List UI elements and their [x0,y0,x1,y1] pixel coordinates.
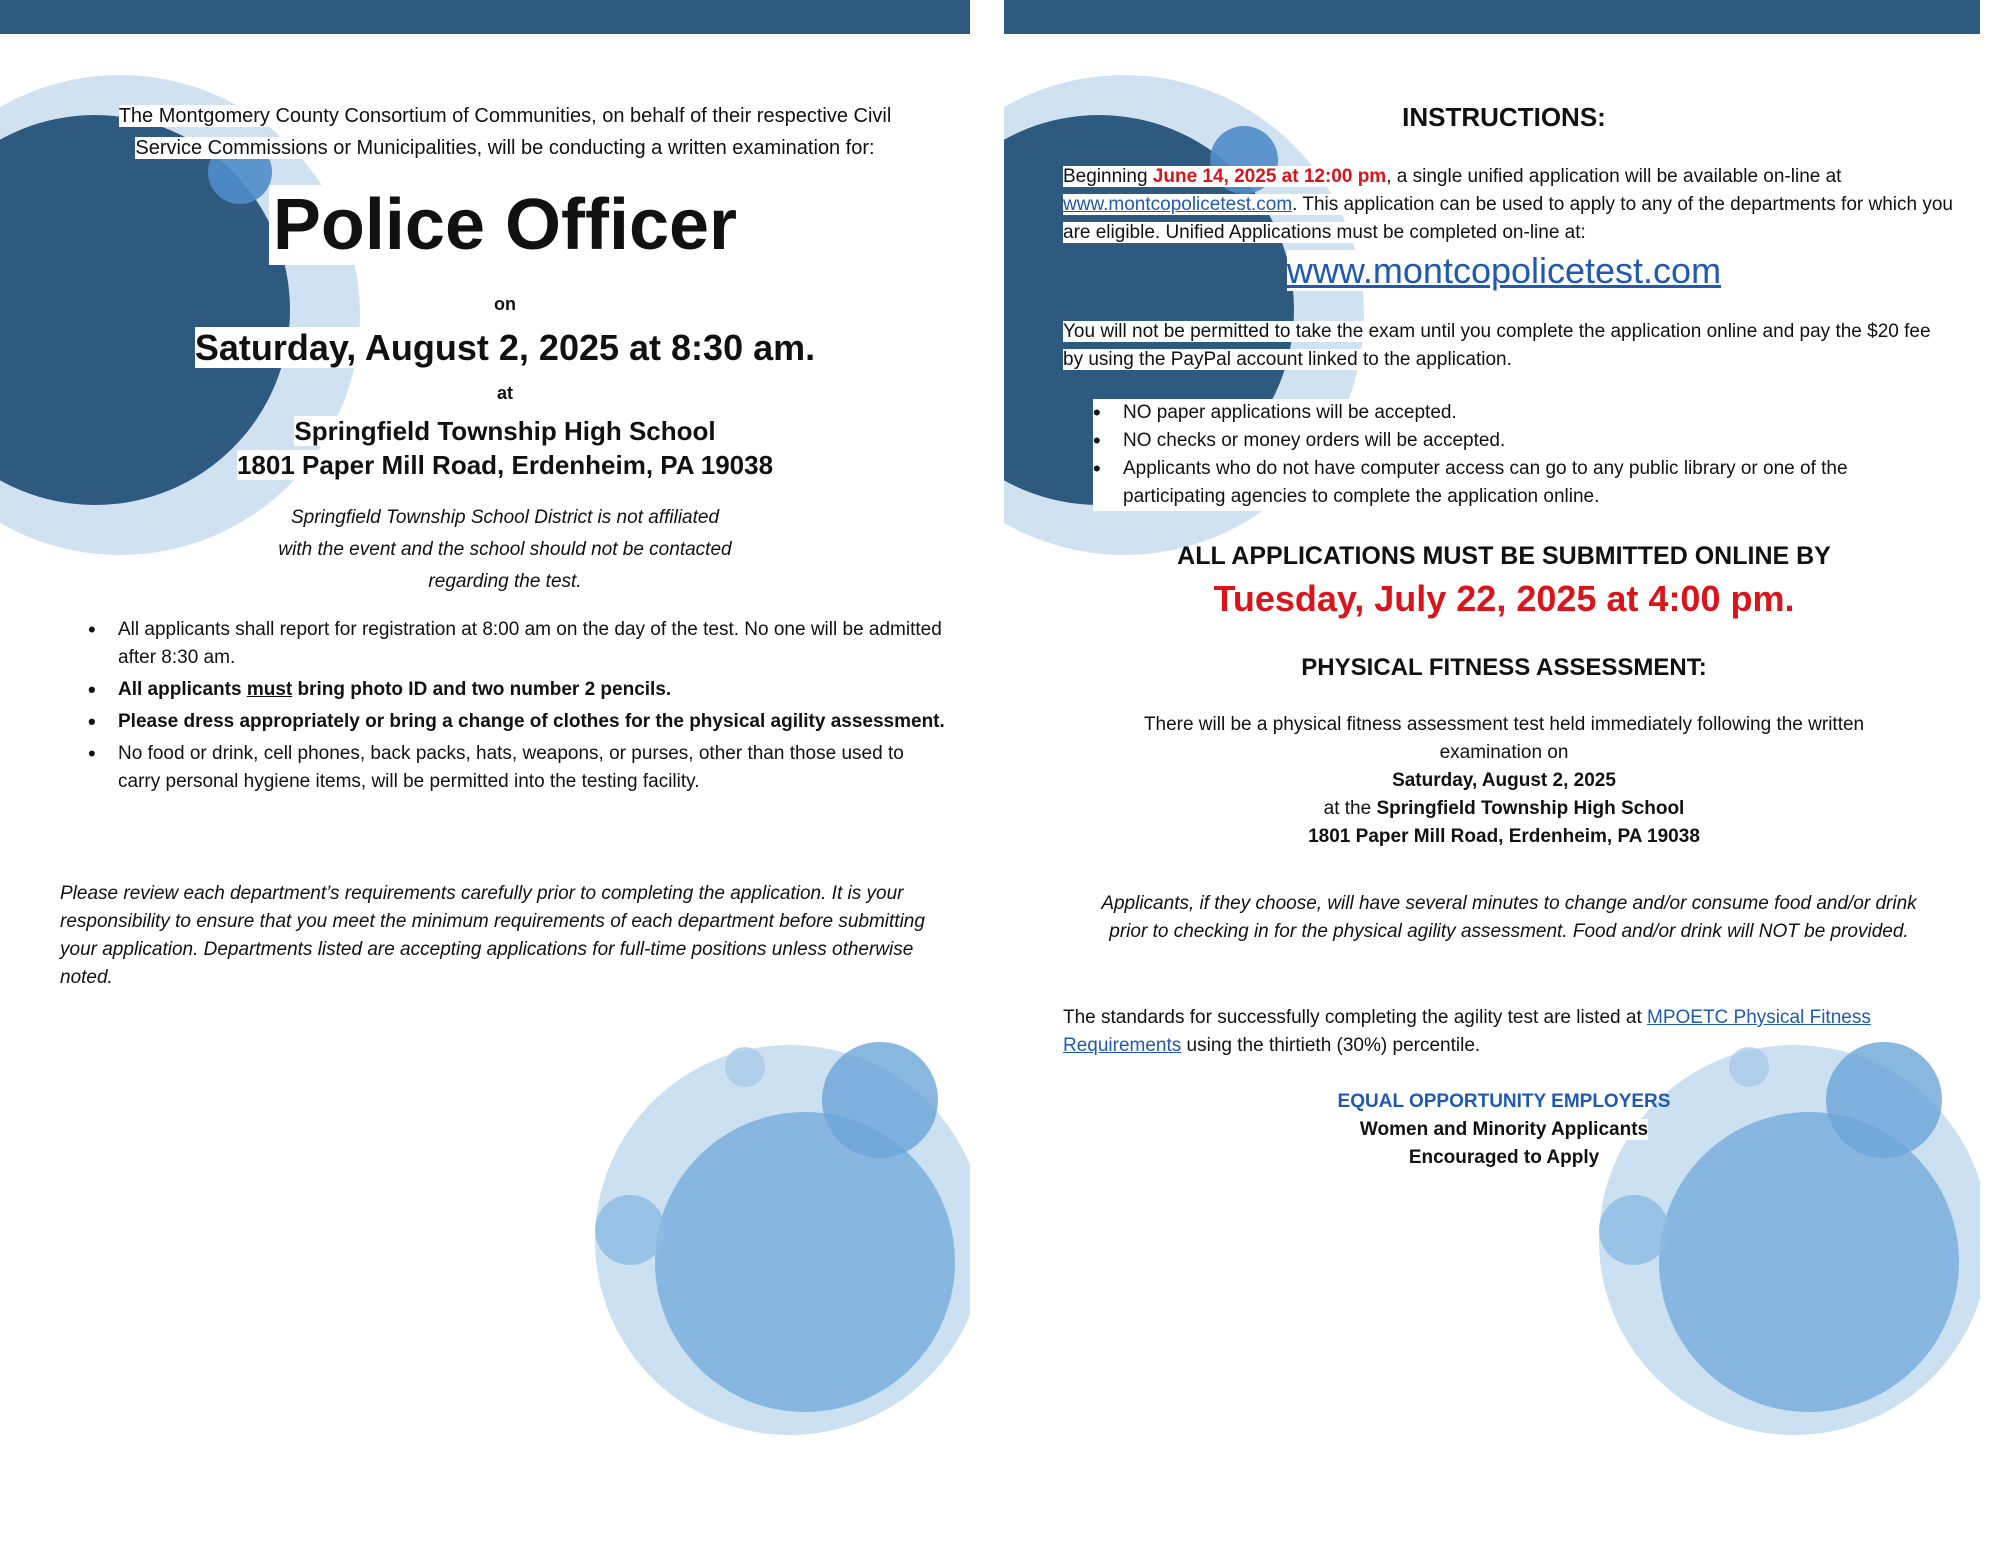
eoe-line-2: Women and Minority Applicants [1359,1119,1649,1140]
exam-datetime-text: Saturday, August 2, 2025 at 8:30 am. [194,327,816,368]
eoe-heading: EQUAL OPPORTUNITY EMPLOYERS [1337,1091,1671,1112]
deadline-heading: ALL APPLICATIONS MUST BE SUBMITTED ONLINE BY [1177,542,1831,570]
flyer-page-1 [0,0,970,1549]
list-item: • Applicants who do not have computer access can go to any public library or one of the participating agencies to complete the application online. [1093,455,1953,511]
application-rules-list [1093,399,1953,511]
list-item: • No food or drink, cell phones, back packs, hats, weapons, or purses, other than those used to carry personal hygiene items, will be permitted into the testing facility. [88,740,950,796]
venue-block [0,414,970,482]
title-text: Police Officer [269,185,741,265]
instructions-heading: INSTRUCTIONS: [1402,102,1606,132]
flyer-page-2 [1004,0,1980,1549]
rules-list [88,616,950,796]
dot-left-bottom [1599,1195,1669,1265]
mpoetc-requirements-link[interactable]: MPOETC Physical Fitness Requirements [1063,1007,1871,1056]
mid-circle-bottom [655,1112,955,1412]
list-item: • NO paper applications will be accepted. [1093,399,1953,427]
pfa-date: Saturday, August 2, 2025 [1392,770,1616,791]
list-item: • Please dress appropriately or bring a change of clothes for the physical agility assessment. [88,708,950,736]
dot-small-bottom [725,1047,765,1087]
deadline-date: Tuesday, July 22, 2025 at 4:00 pm. [1213,578,1795,619]
intro-line-1: The Montgomery County Consortium of Communities, on behalf of their respective Civil [118,105,892,127]
instructions-paragraph: Beginning June 14, 2025 at 12:00 pm, a single unified application will be available on-line at www.montcopolicetest.com. This application can be used to apply to any of the departments for which you are eligible. Unified Applications must be completed on-line at: [1063,166,1953,243]
pfa-address: 1801 Paper Mill Road, Erdenheim, PA 19038 [1308,826,1700,847]
list-item: • All applicants must bring photo ID and two number 2 pencils. [88,676,950,704]
eoe-block [1004,1088,1980,1172]
application-link-inline[interactable]: www.montcopolicetest.com [1063,194,1293,215]
intro-text [0,100,970,164]
exam-datetime [0,326,970,370]
not-permitted-note: You will not be permitted to take the exam until you complete the application online and pay the $20 fee by using the PayPal account linked to the application. [1063,321,1931,370]
disclaimer [0,502,970,598]
dot-top-bottom [822,1042,938,1158]
eoe-line-3: Encouraged to Apply [1408,1147,1600,1168]
application-link-big[interactable]: www.montcopolicetest.com [1286,250,1722,291]
at-label: at [496,383,513,403]
pfa-venue: Springfield Township High School [1376,798,1685,819]
intro-line-2: Service Commissions or Municipalities, will be conducting a written examination for: [135,137,875,159]
venue-name: Springfield Township High School [294,416,716,446]
pfa-heading: PHYSICAL FITNESS ASSESSMENT: [1301,654,1707,681]
dot-left-bottom [595,1195,665,1265]
disclaimer-line-2: with the event and the school should not be contacted [278,539,732,560]
on-label: on [494,294,516,314]
standards-note: The standards for successfully completing the agility test are listed at MPOETC Physical Fitness Requirements using the thirtieth (30%) percentile. [1063,1007,1871,1056]
food-note: Applicants, if they choose, will have several minutes to change and/or consume food and/or drink prior to checking in for the physical agility assessment. Food and/or drink will NOT be provided. [1101,893,1917,942]
application-link-big-wrap [1004,250,1980,292]
disclaimer-line-1: Springfield Township School District is not affiliated [290,507,720,528]
page-title [0,183,970,267]
review-note: Please review each department’s requirements carefully prior to completing the application. It is your responsibility to ensure that you meet the minimum requirements of each department before submitting your application. Departments listed are accepting applications for full-time positions unless otherwise noted. [60,883,925,988]
list-item: • All applicants shall report for registration at 8:00 am on the day of the test. No one will be admitted after 8:30 am. [88,616,950,672]
pfa-block: There will be a physical fitness assessment test held immediately following the written examination on Saturday, August 2, 2025 at the Springfield Township High School 1801 Paper Mill Road, Erdenheim, PA 19038 [1143,714,1865,847]
list-item: • NO checks or money orders will be accepted. [1093,427,1953,455]
application-open-date: June 14, 2025 at 12:00 pm [1152,166,1387,187]
must-emphasis: must [246,679,293,700]
disclaimer-line-3: regarding the test. [428,571,582,592]
venue-address: 1801 Paper Mill Road, Erdenheim, PA 19038 [236,450,774,480]
